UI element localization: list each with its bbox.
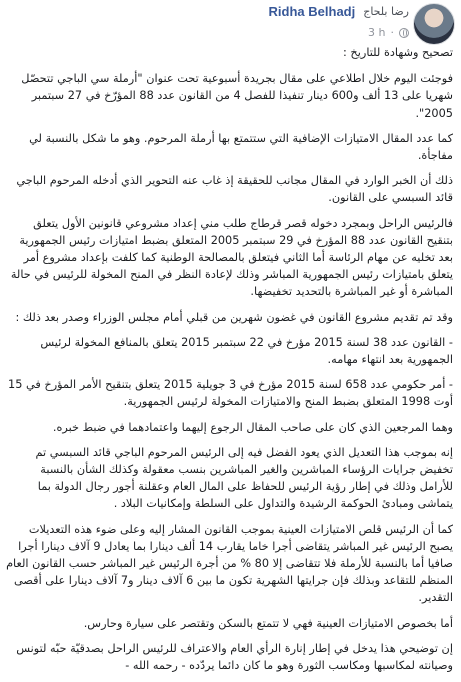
author-avatar[interactable] <box>413 3 455 45</box>
post-paragraph: أما بخصوص الامتيازات العينية فهي لا تتمتع بالسكن وتقتصر على سيارة وحارس. <box>83 616 453 630</box>
post-meta: 3 h · <box>368 26 409 39</box>
post-paragraph: فالرئيس الراحل وبمجرد دخوله قصر قرطاج طلب مني إعداد مشروعي قانونين الأول يتعلق بتنقيح القانون عدد 88 المؤرخ في 29 سبتمبر 2005 المتعلق بضبط امتيازات رئيس الجمهورية بعد تخليه عن مهام الرئاسة أما الثاني فيتعلق بالمصالحة الوطنية كما كلفت بإعداد مشروع أمر يتعلق بامتيازات رئيس الجمهورية المباشر وذلك لإعادة النظر في المنح المخولة للرئيس في حالة المباشرة أو غير المباشرة بالتحديد تخفيضها. <box>10 216 453 299</box>
post-list-item: - القانون عدد 38 لسنة 2015 مؤرخ في 22 سبتمبر 2015 يتعلق بالمنافع المخولة لرئيس الجمهورية بعد انتهاء مهامه. <box>40 335 453 367</box>
post-title: تصحيح وشهادة للتاريخ : <box>343 46 453 59</box>
post-paragraph: كما عدد المقال الامتيازات الإضافية التي ستتمتع بها أرملة المرحوم. وهو ما شكل بالنسبة لي مفاجأة. <box>29 131 453 163</box>
globe-icon[interactable] <box>399 28 409 38</box>
post-paragraph: وقد تم تقديم مشروع القانون في غضون شهرين من قبلي أمام مجلس الوزراء وصدر بعد ذلك : <box>15 310 453 324</box>
author-name-link[interactable]: Ridha Belhadj <box>268 4 356 19</box>
post-paragraph: كما أن الرئيس قلص الامتيازات العينية بموجب القانون المشار إليه وعلى ضوء هذه التعديلات يصبح الرئيس غير المباشر يتقاضى أجرا خاما يقارب 14 ألف دينارا بما يعادل 9 آلاف دينارا أجرا صافيا أما بالنسبة للأرملة فلا تتقاضى إلا 80 % من أجرة الرئيس غير المباشر حسب القانون العام المنظم للتقاعد وبذلك فإن جرايتها الشهرية تكون ما بين 6 آلاف دينار و7 آلاف دينارا على أقصى التقدير. <box>6 522 453 605</box>
post-paragraph: إنه بموجب هذا التعديل الذي يعود الفضل فيه إلى الرئيس المرحوم الباجي قائد السبسي تم تخفيض جرايات الرؤساء المباشرين والغير المباشرين بنسب معقولة وكذلك الشأن بالنسبة للأرامل وذلك في إطار رؤية الرئيس للحفاظ على المال العام وعقلنة أجور رجال الدولة بما يتماشى ومبادئ الحوكمة الرشيدة والتداول على السلطة وإمكانيات البلاد . <box>35 445 453 511</box>
post-paragraph: ذلك أن الخبر الوارد في المقال مجانب للحقيقة إذ غاب عنه التحوير الذي أدخله المرحوم الباجي قائد السبسي على القانون. <box>16 174 453 205</box>
post-paragraph: إن توضيحي هذا يدخل في إطار إنارة الرأي العام والاعتراف للرئيس الراحل بصدقيّة حبّه لتونس وصيانته لمكاسبها ومكاسب الثورة وهو ما كان دائما يردّده - رحمه الله - <box>16 641 453 673</box>
post-paragraph: وهما المرجعين الذي كان على صاحب المقال الرجوع إليهما واعتمادهما في ضبط خبره. <box>52 420 453 434</box>
post-timestamp[interactable]: 3 h <box>368 26 386 39</box>
post-header <box>0 0 461 46</box>
post-paragraph: فوجئت اليوم خلال اطلاعي على مقال بجريدة أسبوعية تحت عنوان "أرملة سي الباجي تتحصّل شهريا على 13 ألف و600 دينار تنفيذا للفصل 4 من القانون عدد 88 المؤرّخ في 27 سبتمبر 2005". <box>21 72 453 120</box>
post-body <box>5 44 453 682</box>
post-list-item: - أمر حكومي عدد 658 لسنة 2015 مؤرخ في 3 جويلية 2015 يتعلق بتنقيح الأمر المؤرخ في 15 أوت 1998 المتعلق بضبط المنح والامتيازات المخولة لرئيس الجمهورية. <box>8 378 453 409</box>
author-name-arabic: رضا بلحاج <box>363 5 409 18</box>
author-line <box>269 4 409 19</box>
